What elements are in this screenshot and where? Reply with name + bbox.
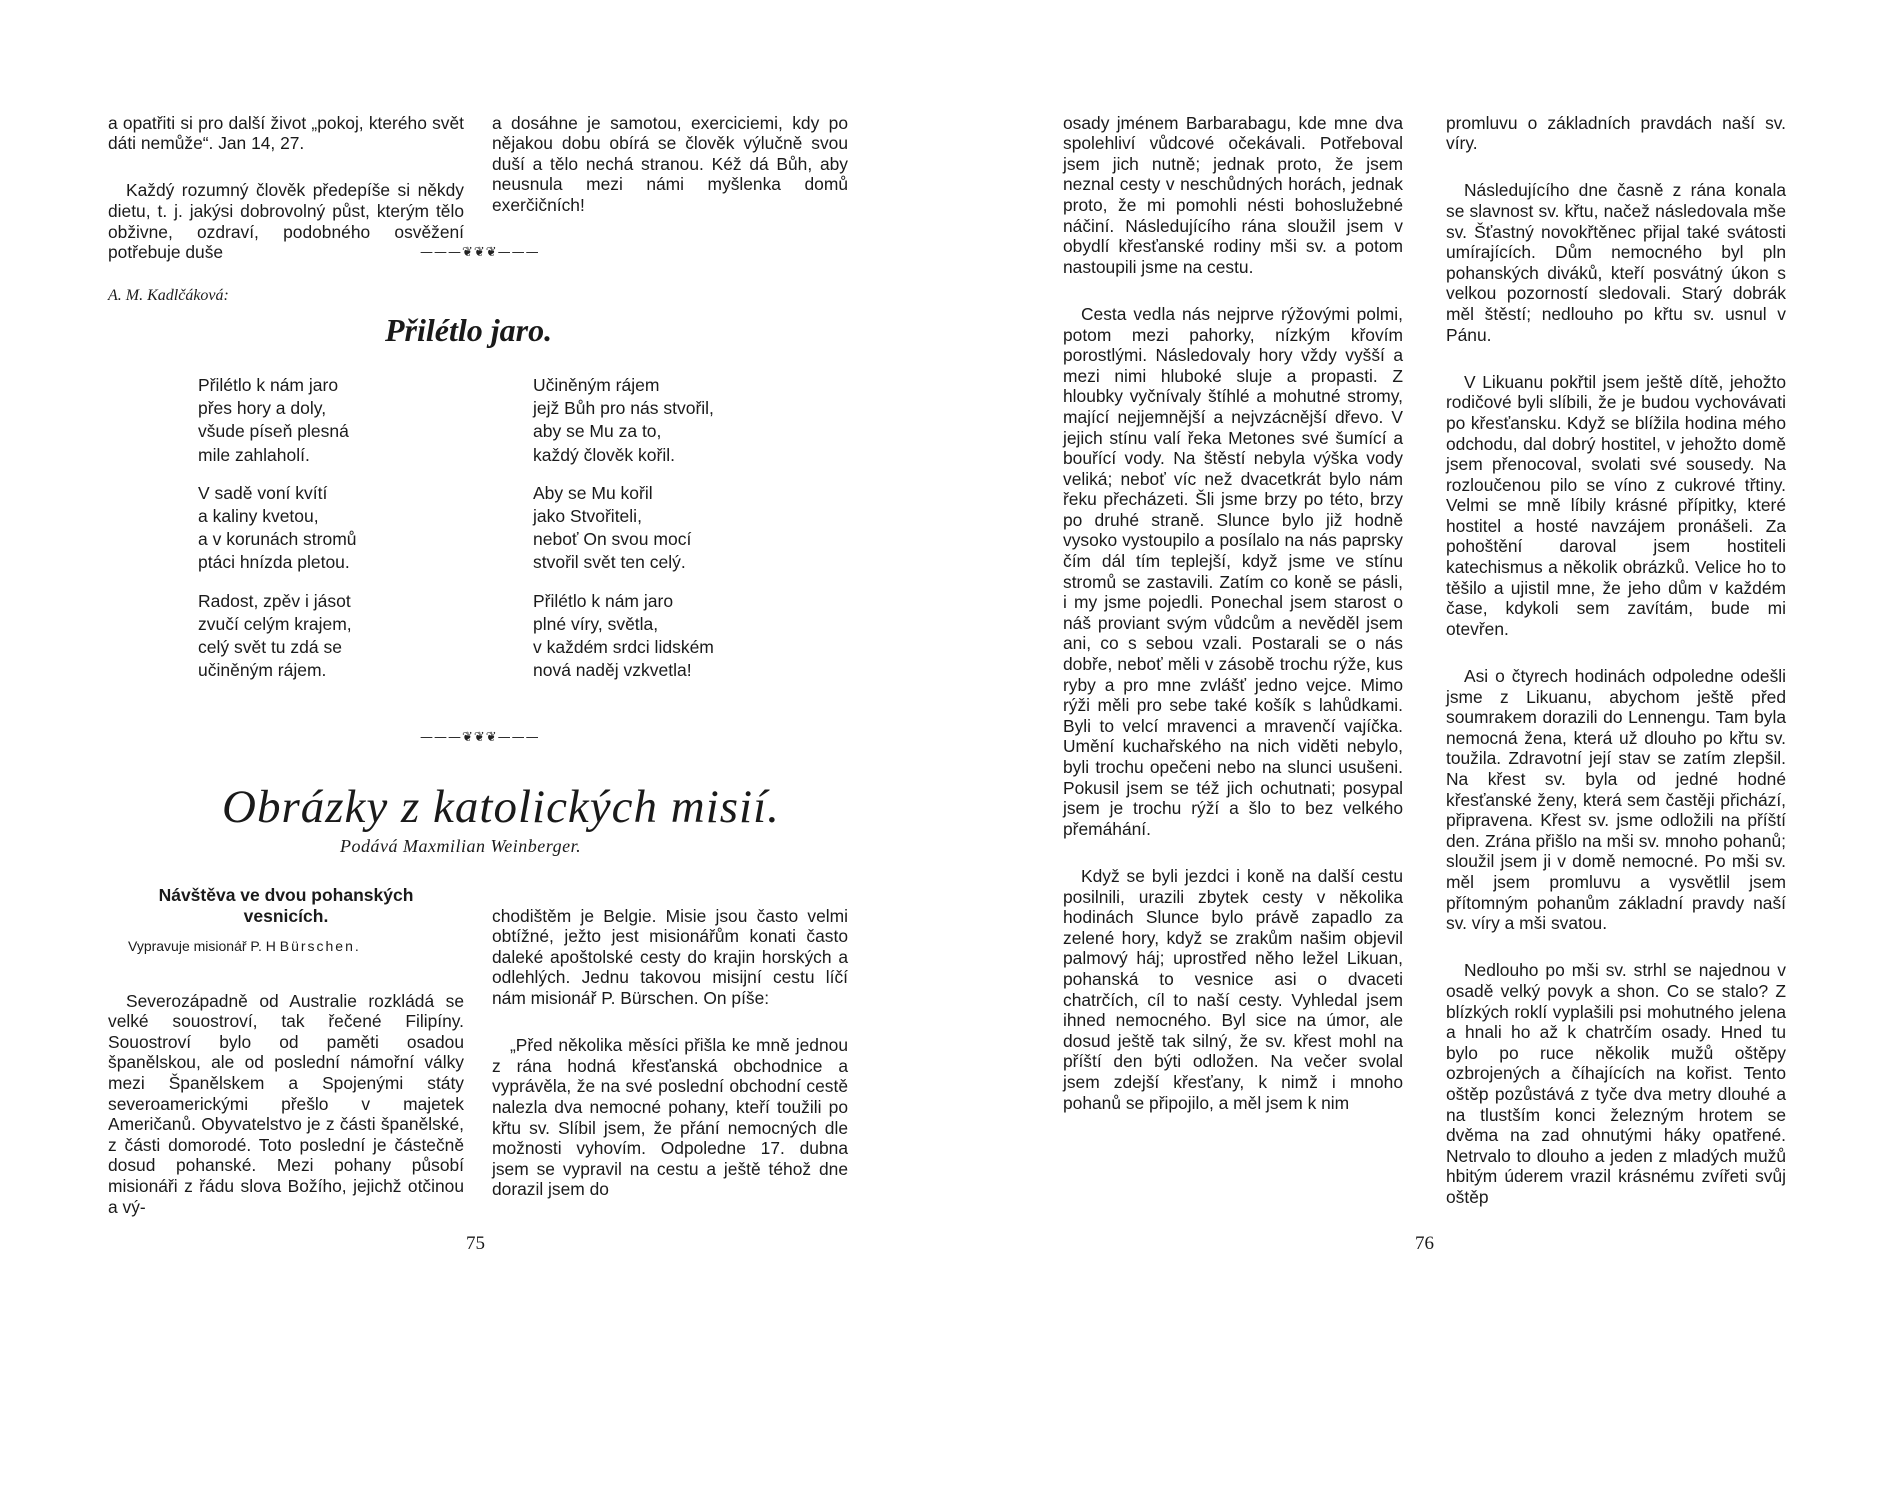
poem-title: Přilétlo jaro.: [385, 312, 553, 348]
stanza: [533, 590, 714, 683]
verse-line: celý svět tu zdá se: [198, 637, 342, 658]
verse-line: nová naděj vzkvetla!: [533, 660, 692, 681]
poem-author: A. M. Kadlčáková:: [108, 287, 229, 304]
paragraph: a dosáhne je samotou, exerciciemi, kdy po nějakou dobu obírá se člověk výlučně svou duší a tělo nechá stranou. Kéž dá Bůh, aby neusnula mezi námi myšlenka domů exerčičních!: [492, 112, 848, 215]
stanza: [533, 374, 714, 467]
narrator-line: [128, 938, 361, 954]
verse-line: ptáci hnízda pletou.: [198, 552, 350, 573]
paragraph: Nedlouho po mši sv. strhl se najednou v osadě velký povyk a shon. Co se stalo? Z blízkých roklí vyplašili psi mohutného jelena a hnali ho až k chatrčím osady. Hned tu bylo po ruce několik mužů oštěpy ozbrojených a číhajících na kořist. Tento oštěp pozůstává z tyče dva metry dlouhé a na tlustším konci železným hrotem se dvěma na zad ohnutými háky opatřené. Netrvalo to dlouho a jeden z mladých mužů hbitým úderem vrazil krásnému zvířeti svůj oštěp: [1446, 960, 1786, 1207]
verse-line: jejž Bůh pro nás stvořil,: [533, 398, 714, 419]
section-title: Návštěva ve dvou pohanských vesnicích.: [158, 885, 414, 926]
verse-line: V sadě voní kvítí: [198, 482, 328, 503]
top-col-1: [108, 92, 464, 289]
verse-line: Učiněným rájem: [533, 375, 660, 395]
verse-line: mile zahlaholí.: [198, 444, 310, 465]
paragraph: promluvu o základních pravdách naší sv. víry.: [1446, 112, 1786, 154]
narrator-prefix: Vypravuje misionář P. H: [128, 938, 276, 954]
verse-line: plné víry, světla,: [533, 613, 659, 634]
verse-line: v každém srdci lidském: [533, 637, 714, 658]
narrator-name: Bürschen.: [279, 938, 361, 954]
verse-line: aby se Mu za to,: [533, 421, 662, 442]
page-number: 76: [1415, 1233, 1434, 1254]
verse-line: každý člověk kořil.: [533, 444, 675, 465]
page-number: 75: [466, 1233, 485, 1254]
paragraph: Následujícího dne časně z rána konala se slavnost sv. křtu, načež následovala mše sv. Šťastný novokřtěnec přijal také svátosti umírajících. Dům nemocného byl pln pohanských diváků, kteří posvátný úkon s velkou pozorností sledovali. Starý dobrák měl štěstí; nedlouho po křtu sv. usnul v Pánu.: [1446, 180, 1786, 345]
stanza: [198, 590, 357, 683]
paragraph: Když se byli jezdci i koně na další cestu posilnili, urazili zbytek cesty v několika hodinách Slunce bylo právě zapadlo za zelené hory, když se zrakům našim objevil palmový háj; uprostřed něho ležel Likuan, pohanská to vesnice asi o dvaceti chatrčích, cíl to naší cesty. Vyhledal jsem ihned nemocného. Byl sice na úmor, ale dosud ještě tak silný, že sv. křest mohl na příští den býti odložen. Na večer svolal jsem zdejší křesťany, k nimž i mnoho pohanů se připojilo, a měl jsem k nim: [1063, 865, 1403, 1113]
stanza: [533, 482, 714, 575]
verse-line: jako Stvořiteli,: [533, 506, 642, 527]
right-col-2: [1446, 92, 1786, 1234]
stanza: [198, 374, 357, 467]
verse-line: Radost, zpěv i jásot: [198, 590, 351, 611]
verse-line: zvučí celým krajem,: [198, 613, 352, 634]
paragraph: V Likuanu pokřtil jsem ještě dítě, jehožto rodičové byli slíbili, že je budou vychovávati po křesťansku. Když se blížila hodina mého odchodu, dal dobrý hostitel, v jehožto domě jsem přenocoval, svolati své sousedy. Na rozloučenou pilo se víno z cukrové třtiny. Velmi se mně líbily krásné přípitky, které hostitel a hosté navzájem pronášeli. Za pohoštění daroval jsem hostiteli katechismus a několik obrázků. Velice ho to těšilo a ujistil mne, že jeho dům v každém čase, kdykoli sem zavítám, bude mi otevřen.: [1446, 371, 1786, 639]
paragraph: Severozápadně od Australie rozkládá se velké souostroví, tak řečené Filipíny. Souostroví bylo od paměti osadou španělskou, ale od poslední námořní války mezi Španělskem a Spojenými státy severoamerickými přešlo v majetek Američanů. Obyvatelstvo je z části španělské, z části domorodé. Toto poslední je částečně dosud pohanské. Mezi pohany působí misionáři z řádu slova Božího, jejichž otčinou a vý-: [108, 990, 464, 1217]
stanza: [198, 482, 357, 575]
verse-line: učiněným rájem.: [198, 660, 327, 681]
verse-line: stvořil svět ten celý.: [533, 552, 686, 573]
article-byline: Podává Maxmilian Weinberger.: [340, 836, 582, 856]
paragraph: osady jménem Barbarabagu, kde mne dva spolehliví vůdcové očekávali. Potřeboval jsem jich nutně; jednak proto, že jsem neznal cesty v neschůdných horách, jednak proto, že mi pomohli nésti bohoslužebné náčiní. Následujícího rána sloužil jsem v obydlí křesťanské rodiny mši sv. a potom nastoupili jsme na cestu.: [1063, 112, 1403, 277]
paragraph: „Před několika měsíci přišla ke mně jednou z rána hodná křesťanská obchodnice a vyprávěla, že na své poslední obchodní cestě nalezla dva nemocné pohany, kteří toužili po křtu sv. Slíbil jsem, že přání nemocných dle možnosti vyhovím. Odpoledne 17. dubna jsem se vypravil na cestu a ještě téhož dne dorazil jsem do: [492, 1035, 848, 1200]
paragraph: Každý rozumný člověk předepíše si někdy dietu, t. j. jakýsi dobrovolný půst, kterým tělo obživne, ozdraví, podobného osvěžení potřebuje duše: [108, 180, 464, 263]
right-col-1: [1063, 92, 1403, 1140]
verse-line: Přilétlo k nám jaro: [533, 590, 674, 611]
article-title: Obrázky z katolických misií.: [222, 781, 780, 833]
right-page: [949, 0, 1898, 1500]
poem-right-column: [533, 374, 714, 697]
top-col-2: [492, 92, 848, 242]
verse-line: přes hory a doly,: [198, 398, 327, 419]
paragraph: Cesta vedla nás nejprve rýžovými polmi, potom mezi pahorky, nízkým křovím porostlými. Následovaly hory vždy vyšší a mezi nimi hluboké sluje a propasti. Z hloubky vyčnívaly štíhlé a mohutné stromy, mající nejjemnější a nejvzácnější dřevo. V jejich stínu valí řeka Metones své šumící a bouřící vody. Na štěstí nebyla výška vody veliká; neboť víc než dvacetkrát bylo nám řeku přecházeti. Šli jsme brzy po této, brzy po druhé straně. Slunce bylo již hodně vysoko vystoupilo a posílalo na nás paprsky čím dál tím teplejší, když jsme ve stínu stromů se zastavili. Zatím co koně se pásli, i my jsme pojedli. Ponechal jsem starost o náš proviant svým vůdcům a nevěděl jsem ani, co s sebou vzali. Postarali se o nás dobře, neboť měli v zásobě trochu rýže, kus ryby a pro mne zvlášť jedno vejce. Mimo rýži měli pro sebe také košík s lahůdkami. Byli to velcí mravenci a mravenčí vajíčka. Umění kuchařského na nich viděti nebylo, byli trochu opečeni nebo na slunci usušeni. Pokusil jsem se též jich ochutnati; posypal jsem je trochu rýží a šlo to bez velkého přemáhání.: [1063, 303, 1403, 839]
article-col-2: [492, 885, 848, 1227]
verse-line: Aby se Mu kořil: [533, 482, 653, 503]
verse-line: Přilétlo k nám jaro: [198, 375, 339, 395]
article-col-1: [108, 970, 464, 1244]
ornament-divider: ———❦❦❦———: [420, 245, 540, 260]
verse-line: a v korunách stromů: [198, 529, 357, 550]
poem-left-column: [198, 374, 357, 697]
verse-line: a kaliny kvetou,: [198, 506, 319, 527]
paragraph: a opatřiti si pro další život „pokoj, kterého svět dáti nemůže“. Jan 14, 27.: [108, 112, 464, 154]
paragraph: Asi o čtyrech hodinách odpoledne odešli jsme z Likuanu, abychom ještě před soumrakem dorazili do Lennengu. Tam byla nemocná žena, která už dlouho po křtu sv. toužila. Zdravotní její stav se zatím zlepšil. Na křest sv. byla od jedné hodné křesťanské ženy, která sem častěji přichází, připravena. Křest sv. jsme odložili na příští den. Zrána přišlo na mši sv. mnoho pohanů; sloužil jsem ji v domě nemocné. Po mši sv. měl jsem promluvu a vysvětlil jsem přítomným pohanům základní pravdy naší sv. víry a mši svatou.: [1446, 666, 1786, 934]
verse-line: všude píseň plesná: [198, 421, 349, 442]
verse-line: neboť On svou mocí: [533, 529, 692, 550]
paragraph: chodištěm je Belgie. Misie jsou často velmi obtížné, ježto jest misionářům konati často daleké apoštolské cesty do krajin horských a odlehlých. Jednu takovou misijní cestu líčí nám misionář P. Bürschen. On píše:: [492, 905, 848, 1008]
ornament-divider: ———❦❦❦———: [420, 730, 540, 745]
